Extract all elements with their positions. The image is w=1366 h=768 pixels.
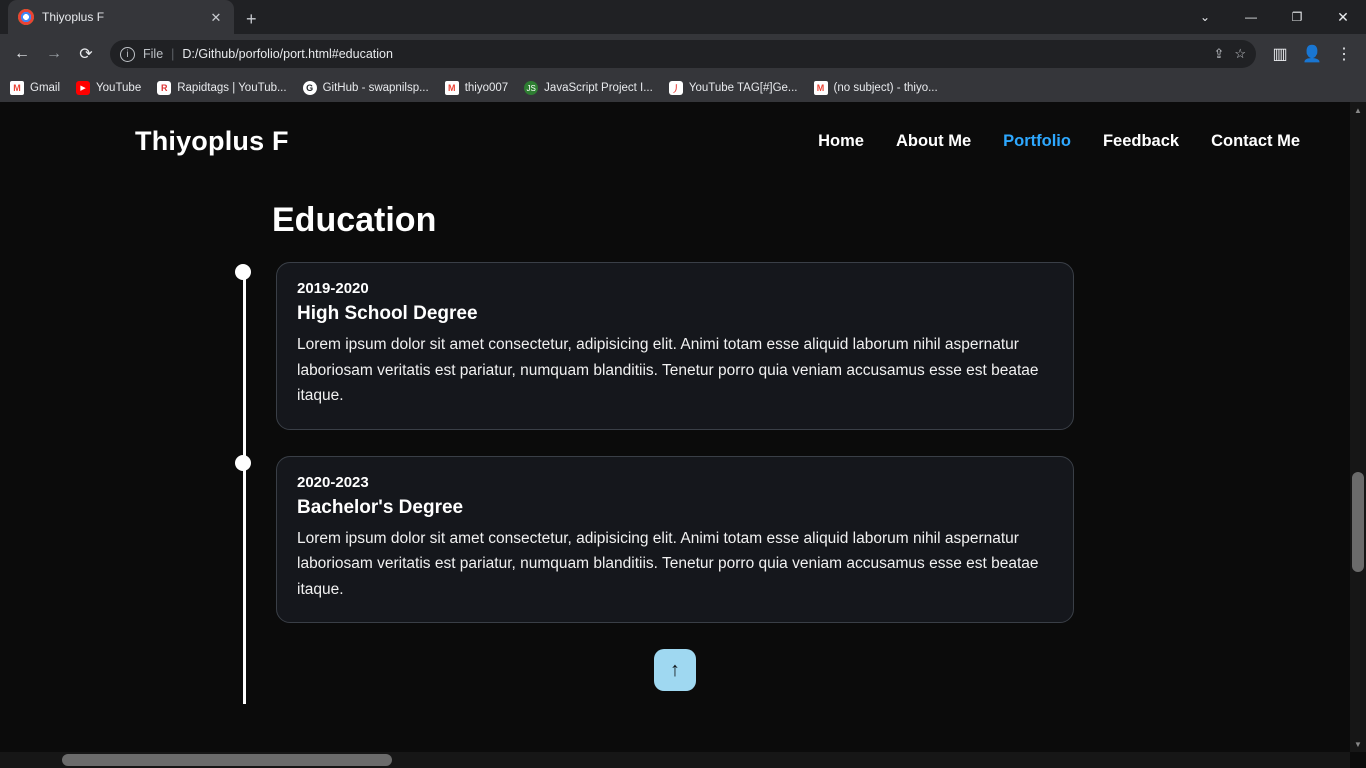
site-brand[interactable]: Thiyoplus F: [135, 126, 289, 156]
bookmark-star-icon[interactable]: ☆: [1234, 46, 1246, 61]
bookmark-item[interactable]: [303, 81, 429, 95]
bookmark-label: YouTube: [96, 82, 142, 94]
bookmark-label: (no subject) - thiyo...: [833, 82, 938, 94]
bookmark-item[interactable]: [157, 81, 286, 95]
card-description: Lorem ipsum dolor sit amet consectetur, adipisicing elit. Animi totam esse aliquid laborum nihil aspernatur laboriosam veritatis est pariatur, numquam blanditiis. Tenetur porro quia veniam accusamus esse est beatae itaque.: [297, 336, 1039, 405]
profile-icon[interactable]: 👤: [1302, 46, 1322, 63]
thiyo-icon: M: [445, 81, 459, 95]
window-controls: [1182, 0, 1366, 34]
bookmark-item[interactable]: [814, 81, 938, 95]
tab-title: Thiyoplus F: [42, 10, 105, 24]
close-tab-icon[interactable]: ✕: [210, 9, 222, 25]
javascript-icon: JS: [524, 81, 538, 95]
nav-item-home[interactable]: Home: [818, 132, 864, 150]
site-header: [0, 102, 1350, 157]
card-title: Bachelor's Degree: [297, 496, 464, 518]
nav-item-portfolio[interactable]: Portfolio: [1003, 132, 1071, 150]
education-timeline: [240, 262, 1350, 623]
nav-item-about-me[interactable]: About Me: [895, 132, 972, 150]
omnibox-actions: [1213, 46, 1246, 62]
bookmark-item[interactable]: [445, 81, 508, 95]
back-icon[interactable]: ←: [14, 45, 30, 62]
bookmark-label: GitHub - swapnilsp...: [322, 82, 429, 94]
tab-strip: [0, 0, 1366, 34]
tag-icon: 丿: [669, 81, 683, 95]
page-viewport: [0, 102, 1366, 768]
card-year: 2019-2020: [297, 280, 369, 297]
scroll-down-icon[interactable]: ▼: [1354, 739, 1362, 749]
gmail-icon: M: [10, 81, 24, 95]
close-window-button[interactable]: ✕: [1337, 8, 1349, 25]
address-bar[interactable]: [110, 40, 1256, 68]
side-panel-icon[interactable]: ▥: [1272, 46, 1288, 63]
portfolio-page: [0, 102, 1350, 768]
browser-toolbar: [0, 34, 1366, 74]
card-year: 2020-2023: [297, 473, 369, 491]
page-title: Education: [272, 201, 437, 239]
timeline-card: [276, 262, 1074, 430]
bookmark-label: YouTube TAG[#]Ge...: [688, 82, 798, 94]
bookmark-label: thiyo007: [464, 82, 509, 94]
bookmark-label: Rapidtags | YouTub...: [177, 82, 287, 94]
share-icon[interactable]: ⇪: [1213, 46, 1225, 61]
timeline-card: [276, 456, 1074, 624]
url-separator: |: [171, 47, 175, 61]
mail-icon: M: [814, 81, 828, 95]
browser-menu-icon[interactable]: ⋮: [1336, 46, 1352, 63]
reload-icon[interactable]: ⟳: [79, 46, 93, 63]
bookmark-label: Gmail: [30, 82, 61, 94]
bookmark-item[interactable]: [10, 81, 60, 95]
timeline-card-list: [276, 262, 1350, 623]
rapidtags-icon: R: [157, 81, 171, 95]
scroll-up-icon[interactable]: ▲: [1354, 105, 1362, 115]
bookmarks-bar: [0, 74, 1366, 102]
bookmark-item[interactable]: [524, 81, 653, 95]
bookmark-item[interactable]: [669, 81, 798, 95]
timeline-dot: [235, 264, 251, 280]
card-title: High School Degree: [297, 303, 478, 324]
page-info-icon[interactable]: i: [120, 47, 135, 62]
browser-tab[interactable]: [8, 0, 234, 34]
chevron-down-icon[interactable]: ⌄: [1199, 10, 1211, 24]
horizontal-scrollbar[interactable]: [0, 752, 1350, 768]
chrome-favicon-icon: [18, 9, 34, 25]
youtube-icon: ▶: [76, 81, 90, 95]
card-description: Lorem ipsum dolor sit amet consectetur, adipisicing elit. Animi totam esse aliquid laborum nihil aspernatur laboriosam veritatis est pariatur, numquam blanditiis. Tenetur porro quia veniam accusamus esse est beatae itaque.: [297, 529, 1039, 598]
site-nav: [818, 132, 1300, 151]
nav-item-feedback[interactable]: Feedback: [1102, 132, 1180, 150]
minimize-button[interactable]: —: [1245, 10, 1257, 24]
vertical-scrollbar[interactable]: [1350, 102, 1366, 752]
bookmark-label: JavaScript Project I...: [544, 82, 653, 94]
vertical-scroll-thumb[interactable]: [1352, 472, 1364, 572]
maximize-button[interactable]: ❐: [1291, 10, 1303, 24]
timeline-line: [243, 272, 246, 704]
forward-icon[interactable]: →: [46, 45, 62, 62]
github-icon: G: [303, 81, 317, 95]
url-text: D:/Github/porfolio/port.html#education: [182, 47, 393, 61]
url-scheme-label: File: [143, 47, 164, 61]
timeline-dot: [235, 455, 251, 471]
nav-item-contact-me[interactable]: Contact Me: [1211, 132, 1300, 150]
back-to-top-button[interactable]: [654, 649, 696, 691]
arrow-up-icon: ↑: [670, 658, 680, 681]
horizontal-scroll-thumb[interactable]: [62, 754, 392, 766]
new-tab-button[interactable]: +: [246, 9, 257, 29]
bookmark-item[interactable]: [76, 81, 141, 95]
